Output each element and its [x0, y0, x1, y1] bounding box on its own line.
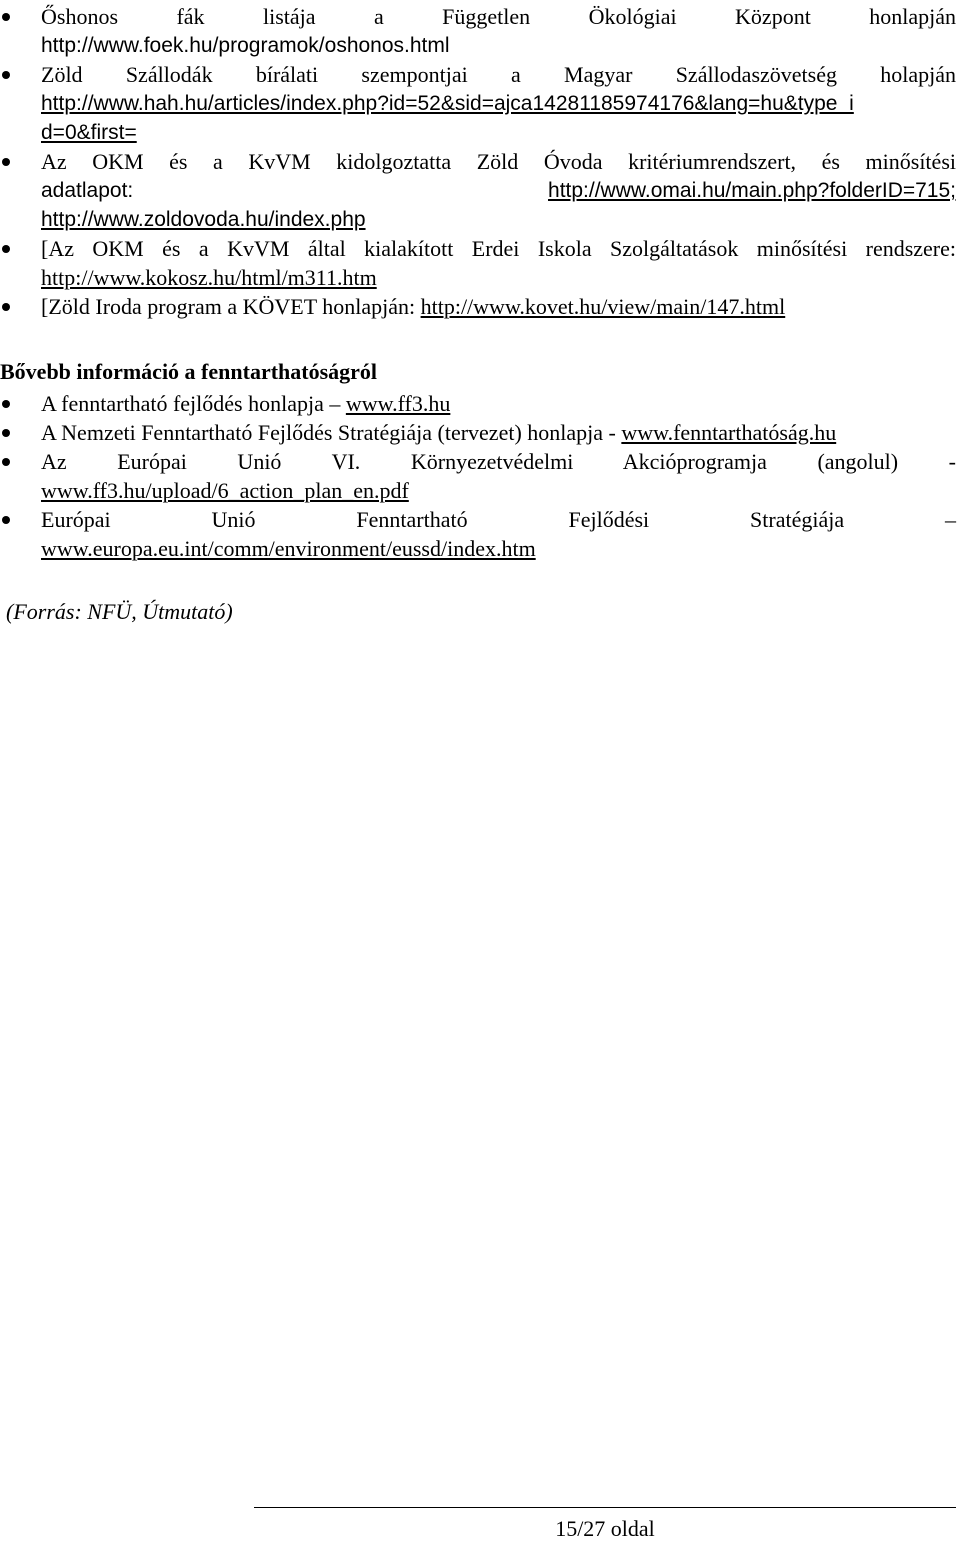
link-hah[interactable]: http://www.hah.hu/articles/index.php?id=52&sid=ajca14281185974176&lang=hu&type_i — [41, 92, 854, 115]
link-europa[interactable]: www.europa.eu.int/comm/environment/eussd/index.htm — [41, 536, 536, 561]
link-kokosz[interactable]: http://www.kokosz.hu/html/m311.htm — [41, 265, 377, 290]
list-item-text: Európai Unió Fenntartható Fejlődési Stratégiája – — [41, 507, 956, 532]
list-item-line — [41, 292, 956, 321]
list-item-text: A fenntartható fejlődés honlapja – — [41, 391, 346, 416]
list-item-label: adatlapot: — [41, 179, 134, 202]
list-item — [0, 505, 956, 563]
link-foek[interactable]: http://www.foek.hu/programok/oshonos.html — [41, 34, 450, 57]
link-hah-continued[interactable]: d=0&first= — [41, 121, 137, 144]
bullet-icon — [2, 400, 10, 408]
footer-divider — [254, 1507, 956, 1508]
link-fenntarthatosag[interactable]: www.fenntarthatóság.hu — [621, 420, 837, 445]
list-item-line — [41, 176, 956, 205]
link-kovet[interactable]: http://www.kovet.hu/view/main/147.html — [420, 294, 786, 319]
resource-list — [0, 2, 956, 321]
page-number: 15/27 oldal — [555, 1516, 655, 1541]
link-omai[interactable]: http://www.omai.hu/main.php?folderID=715; — [548, 179, 956, 202]
bullet-icon — [2, 13, 10, 21]
list-item-text: A Nemzeti Fenntartható Fejlődés Stratégiája (tervezet) honlapja - — [41, 420, 622, 445]
link-action-plan[interactable]: www.ff3.hu/upload/6_action_plan_en.pdf — [41, 478, 409, 503]
bullet-icon — [2, 458, 10, 466]
list-item — [0, 60, 956, 147]
bullet-icon — [2, 516, 10, 524]
list-item — [0, 418, 956, 447]
bullet-icon — [2, 429, 10, 437]
section-heading: Bővebb információ a fenntarthatóságról — [0, 359, 378, 384]
link-ff3[interactable]: www.ff3.hu — [345, 391, 451, 416]
list-item-text: Az OKM és a KvVM kidolgoztatta Zöld Óvoda kritériumrendszert, és minősítési — [41, 149, 956, 174]
list-item-text: Őshonos fák listája a Független Ökológiai Központ honlapján — [41, 4, 956, 29]
sustainability-list — [0, 389, 956, 563]
list-item-line — [41, 389, 956, 418]
list-item-text: [Zöld Iroda program a KÖVET honlapján: — [41, 294, 421, 319]
bullet-icon — [2, 245, 10, 253]
list-item-text: [Az OKM és a KvVM által kialakított Erdei Iskola Szolgáltatások minősítési rendszere: — [41, 236, 956, 261]
list-item-line — [41, 418, 956, 447]
list-item — [0, 447, 956, 505]
bullet-icon — [2, 71, 10, 79]
bullet-icon — [2, 303, 10, 311]
list-item — [0, 389, 956, 418]
bullet-icon — [2, 158, 10, 166]
list-item — [0, 2, 956, 60]
list-item — [0, 292, 956, 321]
list-item-text: Az Európai Unió VI. Környezetvédelmi Akcióprogramja (angolul) - — [41, 449, 956, 474]
list-item-text: Zöld Szállodák bírálati szempontjai a Magyar Szállodaszövetség holapján — [41, 62, 956, 87]
link-zoldovoda[interactable]: http://www.zoldovoda.hu/index.php — [41, 208, 366, 231]
list-item — [0, 147, 956, 234]
list-item — [0, 234, 956, 292]
source-note: (Forrás: NFÜ, Útmutató) — [6, 599, 233, 624]
